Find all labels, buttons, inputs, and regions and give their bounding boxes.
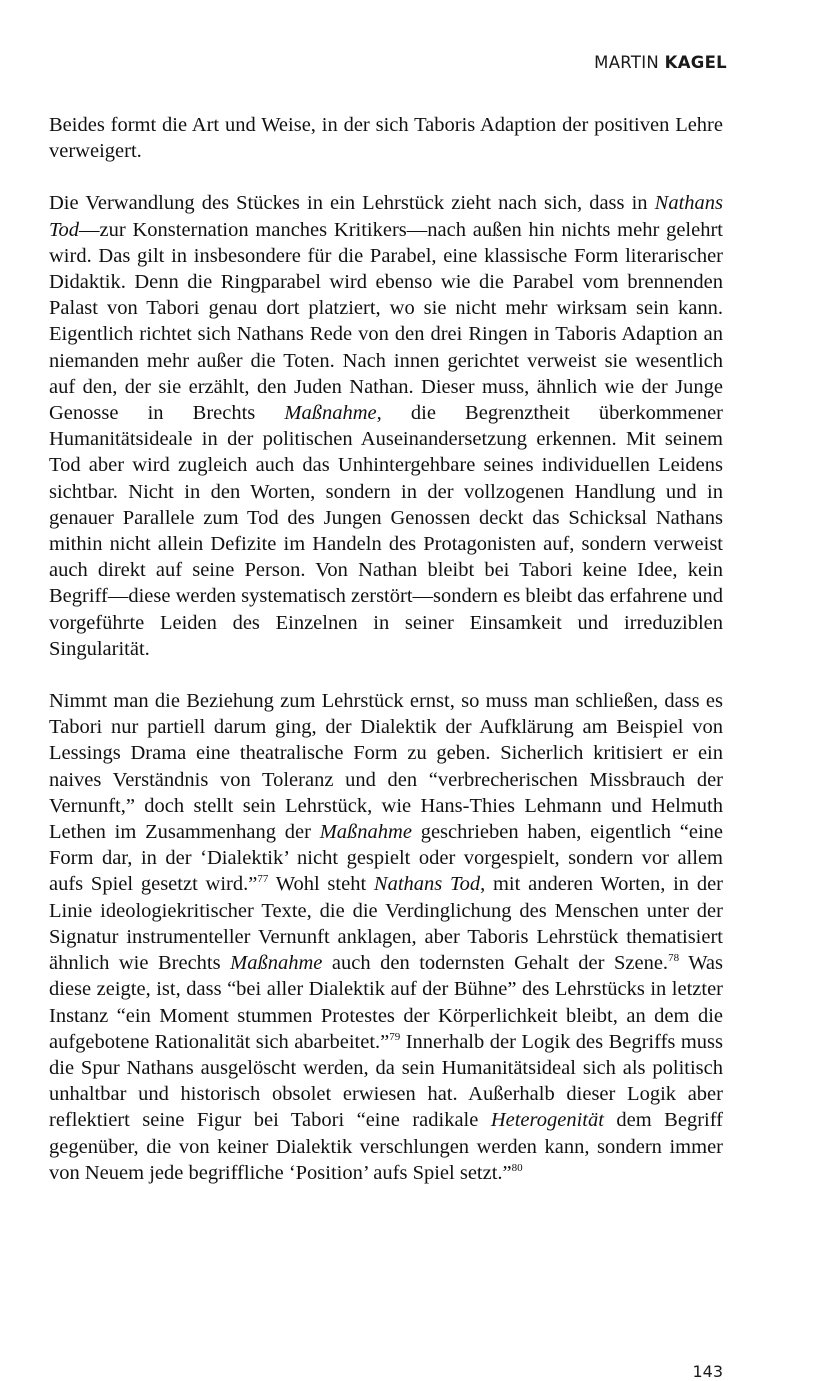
running-header bbox=[594, 53, 727, 72]
footnote-marker: 78 bbox=[668, 952, 680, 965]
text-run: , die Begrenztheit überkommener Humanitätsideale in der politischen Auseinandersetzung erkennen. Mit seinem Tod aber wird zugleich auch das Unhintergehbare seines individuellen Leidens sichtbar. Nicht in den Worten, sondern in der vollzogenen Handlung und in genauer Parallele zum Tod des Jungen Genossen deckt das Schicksal Nathans mithin nicht allein Defizite im Handeln des Protagonisten auf, sondern verweist auch direkt auf seine Person. Von Nathan bleibt bei Tabori keine Idee, kein Begriff—diese werden systematisch zerstört—sondern es bleibt das erfahrene und vorgeführte Leiden des Einzelnen in seiner Einsamkeit und irreduziblen Singularität. bbox=[49, 402, 724, 660]
text-run: , mit anderen Worten, in der Linie ideologiekritischer Texte, die die Verdinglichung des Menschen unter der Signatur instrumenteller Vernunft anklagen, aber Taboris Lehrstück thematisiert ähnlich wie Brechts bbox=[49, 873, 723, 975]
text-run: Innerhalb der Logik des Begriffs muss die Spur Nathans ausgelöscht werden, da sein Humanitätsideal sich als politisch unhaltbar und historisch obsolet erwiesen hat. Außerhalb dieser Logik aber reflektiert seine Figur bei Tabori “eine radikale bbox=[49, 1030, 723, 1132]
italic-title: Maßnahme bbox=[230, 952, 323, 975]
italic-title: Maßnahme bbox=[284, 402, 377, 425]
italic-title: Nathans Tod bbox=[49, 192, 723, 241]
text-run: Wohl steht bbox=[268, 873, 374, 896]
body-text bbox=[49, 112, 723, 1186]
paragraph bbox=[49, 688, 723, 1186]
italic-title: Nathans Tod bbox=[373, 873, 481, 896]
text-run: Die Verwandlung des Stückes in ein Lehrstück zieht nach sich, dass in bbox=[49, 192, 655, 215]
footnote-marker: 80 bbox=[511, 1161, 523, 1174]
paragraph bbox=[49, 190, 723, 662]
text-run: Beides formt die Art und Weise, in der sich Taboris Adaption der positiven Lehre verweigert. bbox=[49, 114, 723, 163]
footnote-marker: 77 bbox=[257, 873, 269, 886]
footnote-marker: 79 bbox=[389, 1030, 401, 1043]
text-run: —zur Konsternation manches Kritikers—nach außen hin nichts mehr gelehrt wird. Das gilt in insbesondere für die Parabel, eine klassische Form literarischer Didaktik. Denn die Ringparabel wird ebenso wie die Parabel vom brennenden Palast von Tabori genau dort platziert, wo sie nicht mehr wirksam sein kann. Eigentlich richtet sich Nathans Rede von den drei Ringen in Taboris Adaption an niemanden mehr außer die Toten. Nach innen gerichtet verweist sie wesentlich auf den, der sie erzählt, den Juden Nathan. Dieser muss, ähnlich wie der Junge Genosse in Brechts bbox=[49, 218, 723, 425]
text-run: Was diese zeigte, ist, dass “bei aller Dialektik auf der Bühne” des Lehrstücks in letzter Instanz “ein Moment stummen Protestes der Körperlichkeit bleibt, an dem die aufgebotene Rationalität sich abarbeitet.” bbox=[49, 952, 723, 1053]
page-number: 143 bbox=[692, 1362, 723, 1381]
italic-title: Heterogenität bbox=[490, 1109, 604, 1132]
author-first-name: MARTIN bbox=[594, 53, 660, 72]
text-run: dem Begriff gegenüber, die von keiner Dialektik verschlungen werden kann, sondern immer von Neuem jede begriffliche ‘Position’ aufs Spiel setzt.” bbox=[49, 1109, 724, 1184]
paragraph bbox=[49, 112, 723, 164]
author-last-name: KAGEL bbox=[664, 53, 727, 72]
text-run: auch den todernsten Gehalt der Szene. bbox=[322, 952, 669, 975]
text-run: geschrieben haben, eigentlich “eine Form dar, in der ‘Dialektik’ nicht gespielt oder vorgespielt, sondern vor allem aufs Spiel gesetzt wird.” bbox=[49, 821, 724, 896]
italic-title: Maßnahme bbox=[319, 821, 412, 844]
text-run: Nimmt man die Beziehung zum Lehrstück ernst, so muss man schließen, dass es Tabori nur partiell darum ging, der Dialektik der Aufklärung am Beispiel von Lessings Drama eine theatralische Form zu geben. Sicherlich kritisiert er ein naives Verständnis von Toleranz und den “verbrecherischen Missbrauch der Vernunft,” doch stellt sein Lehrstück, wie Hans-Thies Lehmann und Helmuth Lethen im Zusammenhang der bbox=[49, 690, 723, 844]
